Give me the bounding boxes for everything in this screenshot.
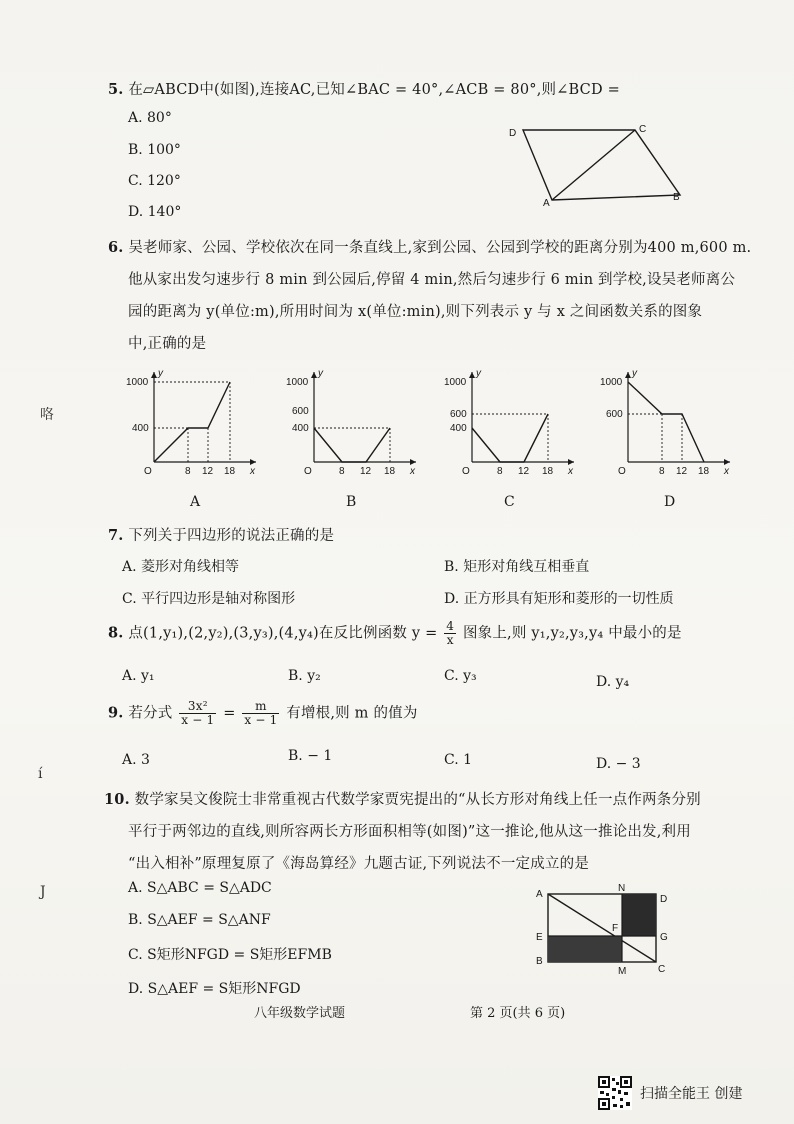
y-axis-label: y: [632, 368, 637, 379]
q9-stem: [108, 700, 418, 727]
q9-text-b: 有增根,则 m 的值为: [286, 705, 418, 722]
tick-12: 12: [676, 466, 688, 477]
q10-option-c[interactable]: C. S矩形NFGD = S矩形EFMB: [128, 947, 332, 963]
tick-8: 8: [185, 466, 191, 477]
tick-1000: 1000: [126, 377, 149, 388]
q7-option-b[interactable]: B. 矩形对角线互相垂直: [444, 559, 590, 575]
binding-mark: í: [38, 766, 43, 782]
q6-option-d[interactable]: D: [664, 494, 676, 510]
point-f: F: [612, 923, 619, 934]
q10-option-d[interactable]: D. S△AEF = S矩形NFGD: [128, 981, 301, 997]
q6-line4: 中,正确的是: [128, 336, 207, 352]
binding-mark: J: [40, 884, 46, 900]
q6-option-a[interactable]: A: [190, 494, 201, 510]
q7-option-c[interactable]: C. 平行四边形是轴对称图形: [122, 591, 296, 607]
x-axis-arrow: [410, 459, 416, 465]
tick-400: 400: [132, 423, 149, 434]
x-axis-arrow: [724, 459, 730, 465]
x-axis-label: x: [724, 466, 729, 477]
vertex-d: D: [660, 894, 668, 905]
diagonal-ac: [552, 130, 635, 200]
q10-option-a[interactable]: A. S△ABC = S△ADC: [128, 880, 272, 896]
vertex-a: A: [543, 198, 550, 209]
q6-line2: 他从家出发匀速步行 8 min 到公园后,停留 4 min,然后匀速步行 6 min 到学校,设吴老师离公: [128, 272, 736, 288]
q6-line1: [108, 236, 751, 257]
tick-8: 8: [339, 466, 345, 477]
y-axis-arrow: [469, 372, 475, 378]
origin-label: O: [618, 466, 626, 477]
origin-label: O: [304, 466, 312, 477]
q7-number: 7.: [108, 527, 124, 544]
q5-option-a[interactable]: A. 80°: [128, 110, 172, 126]
tick-12: 12: [360, 466, 372, 477]
q5-text: 在▱ABCD中(如图),连接AC,已知∠BAC = 40°,∠ACB = 80°,则∠BCD =: [128, 82, 620, 98]
q10-text-1: 数学家吴文俊院士非常重视古代数学家贾宪提出的“从长方形对角线上任一点作两条分别: [134, 792, 701, 808]
footer-page-number: 第 2 页(共 6 页): [470, 1006, 566, 1021]
tick-8: 8: [497, 466, 503, 477]
tick-600: 600: [450, 409, 467, 420]
x-axis-label: x: [568, 466, 573, 477]
graph-d-line: [628, 382, 704, 462]
q5-option-b[interactable]: B. 100°: [128, 142, 181, 158]
tick-18: 18: [542, 466, 554, 477]
tick-12: 12: [202, 466, 214, 477]
q5-stem: [108, 78, 620, 99]
q10-rectangle-figure: [530, 884, 700, 980]
q9-fraction-2: [242, 700, 279, 727]
y-axis-label: y: [158, 368, 163, 379]
q8-fraction: [444, 620, 456, 647]
q9-fraction-1: [179, 700, 216, 727]
tick-18: 18: [384, 466, 396, 477]
rect-efmb-shaded: [548, 936, 622, 962]
point-g: G: [660, 932, 668, 943]
q6-line3: 园的距离为 y(单位:m),所用时间为 x(单位:min),则下列表示 y 与 x 之间函数关系的图象: [128, 304, 703, 320]
tick-18: 18: [698, 466, 710, 477]
q8-stem: [108, 620, 682, 647]
graph-a-line: [154, 382, 230, 462]
vertex-a: A: [536, 889, 543, 900]
point-n: N: [618, 884, 626, 894]
tick-12: 12: [518, 466, 530, 477]
q5-option-d[interactable]: D. 140°: [128, 204, 182, 220]
graph-c-line: [472, 414, 548, 462]
vertex-c: C: [658, 964, 666, 975]
tick-600: 600: [292, 406, 309, 417]
q6-graph-a: [126, 366, 266, 478]
q6-graph-d: [600, 366, 740, 478]
origin-label: O: [462, 466, 470, 477]
binding-mark: 咯: [40, 407, 54, 423]
x-axis-arrow: [250, 459, 256, 465]
q6-text-1: 吴老师家、公园、学校依次在同一条直线上,家到公园、公园到学校的距离分别为400 m,600 m.: [128, 240, 752, 256]
x-axis-label: x: [410, 466, 415, 477]
vertex-d: D: [509, 128, 517, 139]
q10-number: 10.: [104, 791, 130, 808]
q9-option-c[interactable]: C. 1: [444, 752, 473, 768]
q6-option-b[interactable]: B: [346, 494, 357, 510]
graph-b-line: [314, 428, 390, 462]
vertex-c: C: [639, 124, 647, 135]
q8-option-d[interactable]: D. y₄: [596, 674, 630, 690]
qr-code-icon: [598, 1076, 632, 1110]
point-m: M: [618, 966, 627, 977]
fraction-denominator: x − 1: [181, 713, 215, 727]
vertex-b: B: [536, 956, 543, 967]
x-axis-arrow: [568, 459, 574, 465]
q8-option-c[interactable]: C. y₃: [444, 668, 477, 684]
parallelogram-outline: [523, 130, 680, 200]
q6-option-c[interactable]: C: [504, 494, 515, 510]
fraction-numerator: 4: [446, 619, 455, 633]
y-axis-arrow: [625, 372, 631, 378]
fraction-denominator: x − 1: [244, 713, 278, 727]
q8-option-b[interactable]: B. y₂: [288, 668, 321, 684]
q9-option-a[interactable]: A. 3: [122, 752, 150, 768]
q7-option-d[interactable]: D. 正方形具有矩形和菱形的一切性质: [444, 591, 674, 607]
q5-parallelogram-figure: [505, 120, 690, 210]
scanner-brand-label: 扫描全能王 创建: [640, 1086, 743, 1102]
q9-number: 9.: [108, 704, 124, 722]
q8-text-b: 图象上,则 y₁,y₂,y₃,y₄ 中最小的是: [462, 625, 682, 642]
q6-graph-c: [444, 366, 584, 478]
fraction-numerator: m: [242, 700, 279, 714]
tick-400: 400: [292, 423, 309, 434]
fraction-denominator: x: [446, 633, 454, 647]
q9-option-b[interactable]: B. − 1: [288, 748, 333, 764]
q10-line3: “出入相补”原理复原了《海岛算经》九题古证,下列说法不一定成立的是: [128, 856, 590, 872]
q10-option-b[interactable]: B. S△AEF = S△ANF: [128, 912, 271, 928]
tick-8: 8: [659, 466, 665, 477]
q8-option-a[interactable]: A. y₁: [122, 668, 155, 684]
q5-number: 5.: [108, 81, 124, 98]
q7-option-a[interactable]: A. 菱形对角线相等: [122, 559, 240, 575]
q8-text-a: 点(1,y₁),(2,y₂),(3,y₃),(4,y₄)在反比例函数 y =: [128, 625, 438, 642]
tick-18: 18: [224, 466, 236, 477]
q10-line1: [104, 788, 701, 809]
x-axis-label: x: [250, 466, 255, 477]
point-e: E: [536, 932, 543, 943]
y-axis-arrow: [311, 372, 317, 378]
y-axis-label: y: [318, 368, 323, 379]
y-axis-label: y: [476, 368, 481, 379]
tick-1000: 1000: [600, 377, 623, 388]
q5-option-c[interactable]: C. 120°: [128, 173, 181, 189]
equals-sign: =: [223, 705, 236, 722]
q6-number: 6.: [108, 239, 124, 256]
q9-option-d[interactable]: D. − 3: [596, 756, 641, 772]
tick-1000: 1000: [286, 377, 309, 388]
fraction-numerator: 3x²: [179, 700, 216, 714]
q7-text: 下列关于四边形的说法正确的是: [128, 528, 335, 544]
q9-text-a: 若分式: [128, 705, 173, 722]
footer-subject: 八年级数学试题: [254, 1006, 346, 1021]
tick-400: 400: [450, 423, 467, 434]
q10-line2: 平行于两邻边的直线,则所容两长方形面积相等(如图)”这一推论,他从这一推论出发,利用: [128, 824, 691, 840]
q6-graph-b: [286, 366, 426, 478]
rect-nfgd-shaded: [622, 894, 656, 936]
q8-number: 8.: [108, 624, 124, 642]
q7-stem: [108, 524, 334, 545]
y-axis-arrow: [151, 372, 157, 378]
tick-600: 600: [606, 409, 623, 420]
origin-label: O: [144, 466, 152, 477]
tick-1000: 1000: [444, 377, 467, 388]
vertex-b: B: [673, 192, 680, 203]
